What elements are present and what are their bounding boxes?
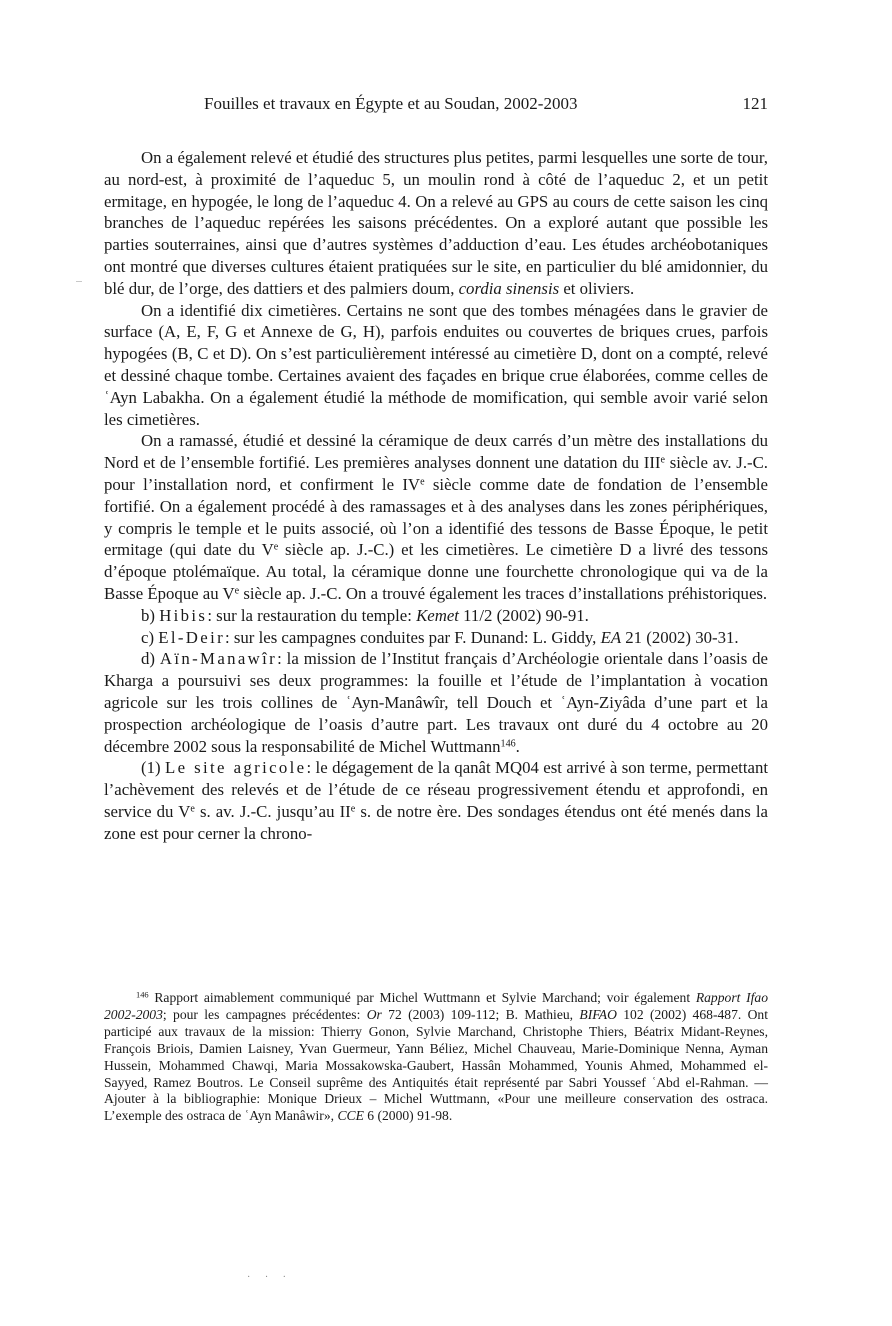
- scan-specks: · · ·: [247, 1272, 292, 1283]
- paragraph-ceramics: On a ramassé, étudié et dessiné la céramique de deux carrés d’un mètre des installations du Nord et de l’ensemble fortifié. Les premières analyses donnent une datation du IIIe siècle av. J.-C. pour l’installation nord, et confirment le IVe siècle comme date de fondation de l’ensemble fortifié. On a également procédé à des ramassages et à des analyses dans les zones périphériques, y compris le temple et le puits associé, où l’on a identifié des tessons de Basse Époque, le petit ermitage (qui date du Ve siècle ap. J.-C.) et les cimetières. Le cimetière D a livré des tessons d’époque ptolémaïque. Au total, la céramique donne une fourchette chronologique qui va de la Basse Époque au Ve siècle ap. J.-C. On a trouvé également les traces d’installations préhistoriques.: [104, 431, 768, 603]
- footnote-ref-146[interactable]: 146: [500, 737, 516, 749]
- site-name-el-deir: El-Deir: [158, 627, 226, 647]
- italic-species: cordia sinensis: [458, 278, 560, 298]
- margin-mark: [76, 281, 82, 282]
- running-header: [104, 92, 768, 116]
- footnote-number: 146: [136, 989, 149, 1000]
- item-hibis: b) Hibis: sur la restauration du temple: Kemet 11/2 (2002) 90-91.: [141, 605, 589, 625]
- running-title: Fouilles et travaux en Égypte et au Soudan, 2002-2003: [204, 94, 578, 113]
- site-name-hibis: Hibis: [159, 605, 208, 625]
- paragraph-structures: On a également relevé et étudié des structures plus petites, parmi lesquelles une sorte de tour, au nord-est, à proximité de l’aqueduc 5, un moulin rond à côté de l’aqueduc 2, et un petit ermitage, en hypogée, le long de l’aqueduc 4. On a relevé au GPS au cours de cette saison les cinq branches de l’aqueduc repérées les saisons précédentes. On a exploré autant que possible les parties souterraines, ainsi que d’autres systèmes d’adduction d’eau. Les études archéobotaniques ont montré que diverses cultures étaient pratiquées sur le site, en particulier du blé amidonnier, du blé dur, de l’orge, des dattiers et des palmiers doum, cordia sinensis et oliviers.: [104, 148, 768, 298]
- site-name-ain-manawir: Aïn-Manawîr: [159, 649, 278, 669]
- item-site-agricole: (1) Le site agricole: le dégagement de la qanât MQ04 est arrivé à son terme, permettant l’achèvement des relevés et de l’étude de ce réseau progressivement étendu et approfondi, en service du Ve s. av. J.-C. jusqu’au IIe s. de notre ère. Des sondages étendus ont été menés dans la zone est pour cerner la chrono-: [104, 758, 768, 843]
- item-ain-manawir: d) Aïn-Manawîr: la mission de l’Institut français d’Archéologie orientale dans l’oasis de Kharga a poursuivi ses deux programmes: la fouille et l’étude de l’implantation à vocation agricole sur les trois collines de ʿAyn-Manâwîr, tell Douch et ʿAyn-Ziyâda d’une part et la prospection archéologique de l’oasis d’autre part. Les travaux ont duré du 4 octobre au 20 décembre 2002 sous la responsabilité de Michel Wuttmann$^{146}$.: [104, 649, 768, 756]
- footnote-146: $^{146}$ Rapport aimablement communiqué par Michel Wuttmann et Sylvie Marchand; voir également Rapport Ifao 2002-2003; pour les campagnes précédentes: Or 72 (2003) 109-112; B. Mathieu, BIFAO 102 (2002) 468-487. Ont participé aux travaux de la mission: Thierry Gonon, Sylvie Marchand, Christophe Thiers, Béatrix Midant-Reynes, François Briois, Damien Laisney, Yvan Guermeur, Yann Béliez, Michel Chauveau, Marie-Dominique Nenna, Ayman Hussein, Mohammed Chawqi, Maria Mossakowska-Gaubert, Hassân Mohammed, Younis Ahmed, Mohammed el-Sayyed, Ramez Boutros. Le Conseil suprême des Antiquités était représenté par Sabri Youssef ʿAbd el-Rahman. — Ajouter à la bibliographie: Monique Drieux – Michel Wuttmann, «Pour une meilleure conservation des ostraca. L’exemple des ostraca de ʿAyn Manâwir», CCE 6 (2000) 91-98.: [104, 989, 768, 1124]
- body-text: [104, 147, 768, 845]
- section-name-site-agricole: Le site agricole: [164, 758, 307, 778]
- page-number: 121: [742, 94, 768, 113]
- paragraph-cemeteries: On a identifié dix cimetières. Certains ne sont que des tombes ménagées dans le gravier de surface (A, E, F, G et Annexe de G, H), parfois enduites ou couvertes de briques crues, parfois hypogées (B, C et D). On s’est particulièrement intéressé au cimetière D, dont on a compté, relevé et dessiné chaque tombe. Certaines avaient des façades en brique crue élaborées, comme celles de ʿAyn Labakha. On a également étudié la méthode de momification, qui semble avoir varié selon les cimetières.: [104, 300, 768, 429]
- item-el-deir: c) El-Deir: sur les campagnes conduites par F. Dunand: L. Giddy, EA 21 (2002) 30-31.: [141, 627, 739, 647]
